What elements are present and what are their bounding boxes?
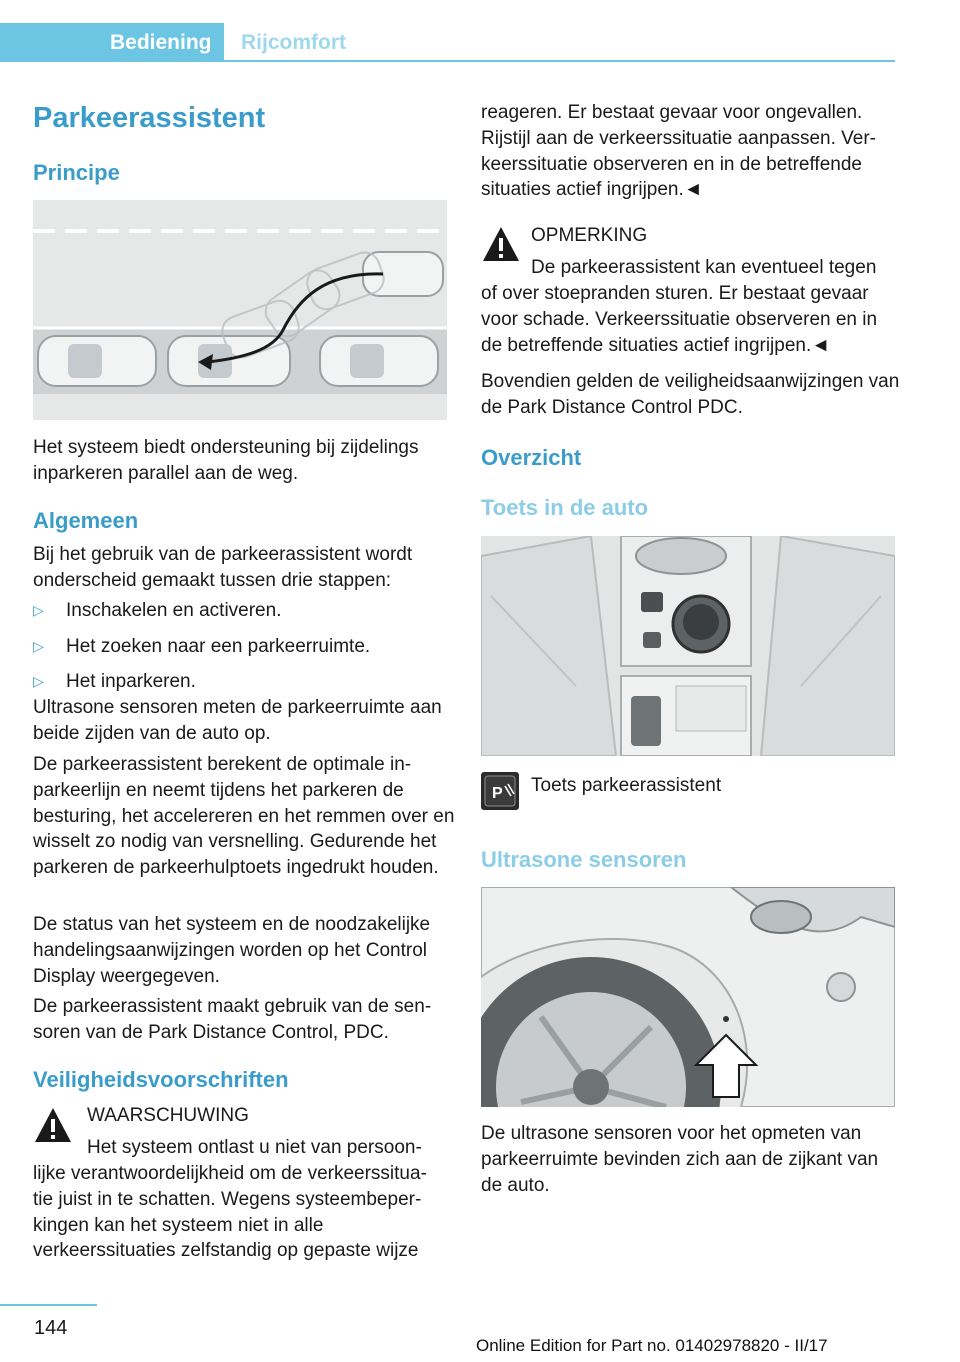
- note-text-start: De parkeerassistent kan eventueel tegen: [531, 257, 877, 278]
- warning-continued: reageren. Er bestaat gevaar voor ongevallen. Rijstijl aan de verkeerssituatie aanpassen. Ver-keerssituatie observeren en in de betreffende situaties actief ingrijpen.◄: [481, 102, 876, 201]
- sensor-heading: Ultrasone sensoren: [481, 847, 687, 872]
- footer-rule: [0, 1304, 97, 1306]
- parking-principle-illustration: [33, 200, 447, 420]
- warning-text-start: Het systeem ontlast u niet van persoon-: [87, 1137, 422, 1158]
- sensor-text: De ultrasone sensoren voor het opmeten van parkeerruimte bevinden zich aan de zijkant van de auto.: [481, 1123, 879, 1196]
- para-sensors: Ultrasone sensoren meten de parkeerruimte aan beide zijden van de auto op.: [33, 697, 442, 744]
- warning-triangle-icon: [481, 225, 521, 265]
- para-status: De status van het systeem en de noodzakelijke handelingsaanwijzingen worden op het Control Display weergegeven.: [33, 914, 431, 987]
- toets-heading: Toets in de auto: [481, 495, 649, 520]
- warning-triangle-icon: [33, 1106, 73, 1146]
- note-text: of over stoepranden sturen. Er bestaat gevaar voor schade. Verkeerssituatie observeren en in de betreffende situaties actief ingrijpen.◄: [481, 283, 878, 356]
- principe-text: Het systeem biedt ondersteuning bij zijdelings inparkeren parallel aan de weg.: [33, 437, 419, 484]
- overzicht-heading: Overzicht: [481, 445, 582, 470]
- algemeen-heading: Algemeen: [33, 508, 139, 533]
- para-pdc: De parkeerassistent maakt gebruik van de sen-soren van de Park Distance Control, PDC.: [33, 996, 432, 1043]
- page-number: 144: [34, 1317, 68, 1339]
- svg-text:P: P: [492, 785, 503, 802]
- ultrasonic-sensor-image: [481, 887, 895, 1107]
- page-title: Parkeerassistent: [33, 102, 266, 134]
- algemeen-intro: Bij het gebruik van de parkeerassistent wordt onderscheid gemaakt tussen drie stappen:: [33, 544, 413, 591]
- bullet-triangle-icon: ▷: [33, 602, 44, 618]
- warning-label: WAARSCHUWING: [87, 1105, 249, 1126]
- button-caption: Toets parkeerassistent: [531, 775, 722, 796]
- warning-text: lijke verantwoordelijkheid om de verkeerssitua- tie juist in te schatten. Wegens systeembeper- kingen kan het systeem niet in alle verkeerssituaties zelfstandig op gepaste wijze: [33, 1163, 427, 1262]
- bullet-triangle-icon: ▷: [33, 638, 44, 654]
- header-rule: [0, 60, 895, 62]
- tab-bediening[interactable]: Bediening: [0, 23, 224, 62]
- pdc-note: Bovendien gelden de veiligheidsaanwijzingen van de Park Distance Control PDC.: [481, 371, 900, 418]
- principe-heading: Principe: [33, 160, 120, 185]
- para-calc: De parkeerassistent berekent de optimale in-parkeerlijn en neemt tijdens het parkeren de besturing, het accelereren en het remmen over en wisselt zo nodig van versnelling. Gedurende het parkeren de parkeerhulptoets ingedrukt houden.: [33, 754, 455, 879]
- tab-rijcomfort[interactable]: Rijcomfort: [241, 31, 346, 54]
- note-label: OPMERKING: [531, 225, 648, 246]
- safety-heading: Veiligheidsvoorschriften: [33, 1067, 289, 1092]
- edition-text: Online Edition for Part no. 01402978820 - II/17: [476, 1336, 828, 1355]
- park-assist-button-icon[interactable]: [481, 772, 519, 810]
- bullet-triangle-icon: ▷: [33, 673, 44, 689]
- center-console-image: [481, 536, 895, 756]
